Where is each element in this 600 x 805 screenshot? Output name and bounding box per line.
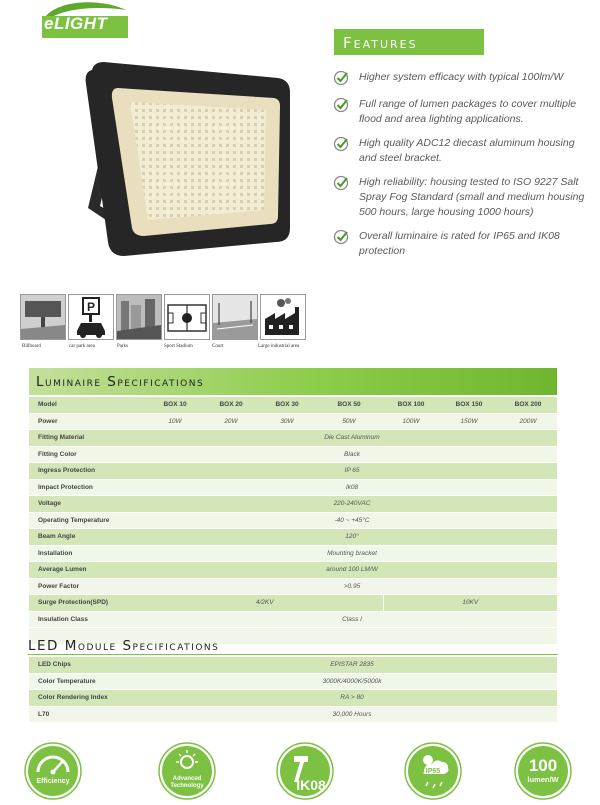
check-icon — [333, 70, 349, 86]
table-row — [29, 595, 557, 612]
check-icon — [333, 97, 349, 113]
badge-label: IP65 — [425, 768, 441, 775]
badge-big-number: 100 — [528, 756, 558, 775]
feature-text: Full range of lumen packages to cover multiple flood and area lighting applications. — [359, 98, 577, 125]
model-cell: BOX 150 — [439, 397, 499, 413]
floodlight-product-image — [70, 58, 300, 258]
applications-strip — [20, 294, 310, 354]
feature-item — [333, 175, 593, 220]
row-value: Black — [147, 446, 557, 463]
feature-item — [333, 70, 593, 85]
row-label: Impact Protection — [29, 479, 147, 496]
table-row — [29, 545, 557, 562]
luminaire-spec-table — [29, 397, 557, 645]
efficiency-icon — [24, 742, 82, 800]
stadium-icon — [165, 295, 209, 339]
model-cell: BOX 30 — [259, 397, 315, 413]
feature-text: High quality ADC12 diecast aluminum housing and steel bracket. — [359, 137, 575, 164]
application-parks — [116, 294, 162, 340]
power-cell: 200W — [499, 413, 557, 430]
power-cell: 100W — [383, 413, 439, 430]
table-row — [29, 529, 557, 546]
power-cell: 50W — [315, 413, 383, 430]
table-row — [29, 446, 557, 463]
table-row — [29, 706, 557, 723]
row-value: Die Cast Aluminum — [147, 430, 557, 447]
row-label: Power — [29, 413, 147, 430]
features-title: Features — [343, 34, 418, 52]
row-label: Color Rendering Index — [29, 690, 147, 707]
row-value: 120° — [147, 529, 557, 546]
row-value: Mounting bracket — [147, 545, 557, 562]
row-value: around 100 LM/W — [147, 562, 557, 579]
row-label: Ingress Protection — [29, 463, 147, 480]
application-label: Sport Stadium — [164, 344, 193, 349]
court-icon — [213, 295, 257, 339]
table-row — [29, 611, 557, 628]
table-row — [29, 479, 557, 496]
features-list — [333, 70, 593, 268]
row-value: Ik08 — [147, 479, 557, 496]
model-cell: BOX 100 — [383, 397, 439, 413]
table-row — [29, 578, 557, 595]
luminaire-spec-title: Luminaire Specifications — [36, 374, 205, 390]
row-value: -40 ~ +45°C — [147, 512, 557, 529]
row-label: Operating Temperature — [29, 512, 147, 529]
brand-logo-text: eLIGHT — [44, 14, 108, 33]
row-value: 30,000 Hours — [147, 706, 557, 723]
table-row — [29, 413, 557, 430]
application-label: Court — [212, 344, 224, 349]
badge-small-unit: lumen/W — [527, 775, 559, 784]
led-module-title: LED Module Specifications — [28, 638, 220, 654]
table-row — [29, 463, 557, 480]
badge-efficiency — [24, 742, 82, 800]
row-value: RA > 80 — [147, 690, 557, 707]
application-billboard — [20, 294, 66, 340]
badge-label: Advanced Technology — [170, 776, 204, 789]
application-label: Parks — [117, 344, 129, 349]
check-icon — [333, 229, 349, 245]
surge-value-large: 10KV — [383, 595, 557, 612]
row-label: Installation — [29, 545, 147, 562]
feature-item — [333, 97, 593, 127]
badge-advanced-technology — [158, 742, 216, 800]
row-label: Voltage — [29, 496, 147, 513]
feature-text: Higher system efficacy with typical 100lm/W — [359, 71, 564, 83]
power-cell: 150W — [439, 413, 499, 430]
check-icon — [333, 136, 349, 152]
row-label: Power Factor — [29, 578, 147, 595]
led-module-table — [29, 657, 557, 723]
surge-value-small: 4/2KV — [147, 595, 383, 612]
row-value: IP 65 — [147, 463, 557, 480]
model-label: Model — [29, 397, 147, 413]
row-label: Surge Protection(SPD) — [29, 595, 147, 612]
table-row — [29, 512, 557, 529]
park-icon — [117, 295, 161, 339]
application-sport-stadium — [164, 294, 210, 340]
model-cell: BOX 20 — [203, 397, 259, 413]
led-module-divider — [28, 654, 558, 655]
badge-label: Efficiency — [36, 778, 70, 785]
model-cell: BOX 10 — [147, 397, 203, 413]
power-cell: 30W — [259, 413, 315, 430]
application-industrial-area — [260, 294, 306, 340]
row-label: Beam Angle — [29, 529, 147, 546]
row-label: L70 — [29, 706, 147, 723]
power-cell: 20W — [203, 413, 259, 430]
advanced-technology-icon — [158, 742, 216, 800]
row-label: Color Temperature — [29, 673, 147, 690]
application-court — [212, 294, 258, 340]
factory-icon — [261, 295, 305, 339]
table-row — [29, 673, 557, 690]
svg-text:P: P — [86, 300, 96, 314]
application-label: Large industrial area — [258, 344, 300, 349]
row-label: LED Chips — [29, 657, 147, 673]
row-label: Average Lumen — [29, 562, 147, 579]
row-value: 220-240VAC — [147, 496, 557, 513]
application-label: Billboard — [22, 344, 41, 349]
badge-label: IK08 — [296, 777, 326, 793]
row-label: Fitting Material — [29, 430, 147, 447]
application-label: car park area — [69, 344, 95, 349]
table-row — [29, 690, 557, 707]
application-car-park — [68, 294, 114, 340]
row-value: Class I — [147, 611, 557, 628]
model-cell: BOX 200 — [499, 397, 557, 413]
check-icon — [333, 175, 349, 191]
model-cell: BOX 50 — [315, 397, 383, 413]
feature-text: High reliability: housing tested to ISO 9227 Salt Spray Fog Standard (small and medium housing 500 hours, large housing 1000 hours) — [359, 176, 585, 218]
badge-ik08 — [276, 742, 334, 800]
table-row — [29, 430, 557, 447]
table-header-row — [29, 397, 557, 413]
badge-ip65 — [404, 742, 462, 800]
row-label: Fitting Color — [29, 446, 147, 463]
car-park-icon — [69, 295, 113, 339]
feature-text: Overall luminaire is rated for IP65 and IK08 protection — [359, 230, 560, 257]
table-row — [29, 562, 557, 579]
feature-item — [333, 229, 593, 259]
row-value: EPISTAR 2835 — [147, 657, 557, 673]
table-row — [29, 657, 557, 673]
table-row — [29, 496, 557, 513]
row-label: Insulation Class — [29, 611, 147, 628]
feature-item — [333, 136, 593, 166]
power-cell: 10W — [147, 413, 203, 430]
row-value: 3000K/4000K/5000k — [147, 673, 557, 690]
billboard-icon — [21, 295, 65, 339]
badge-lumen — [514, 742, 572, 800]
row-value: >0.95 — [147, 578, 557, 595]
